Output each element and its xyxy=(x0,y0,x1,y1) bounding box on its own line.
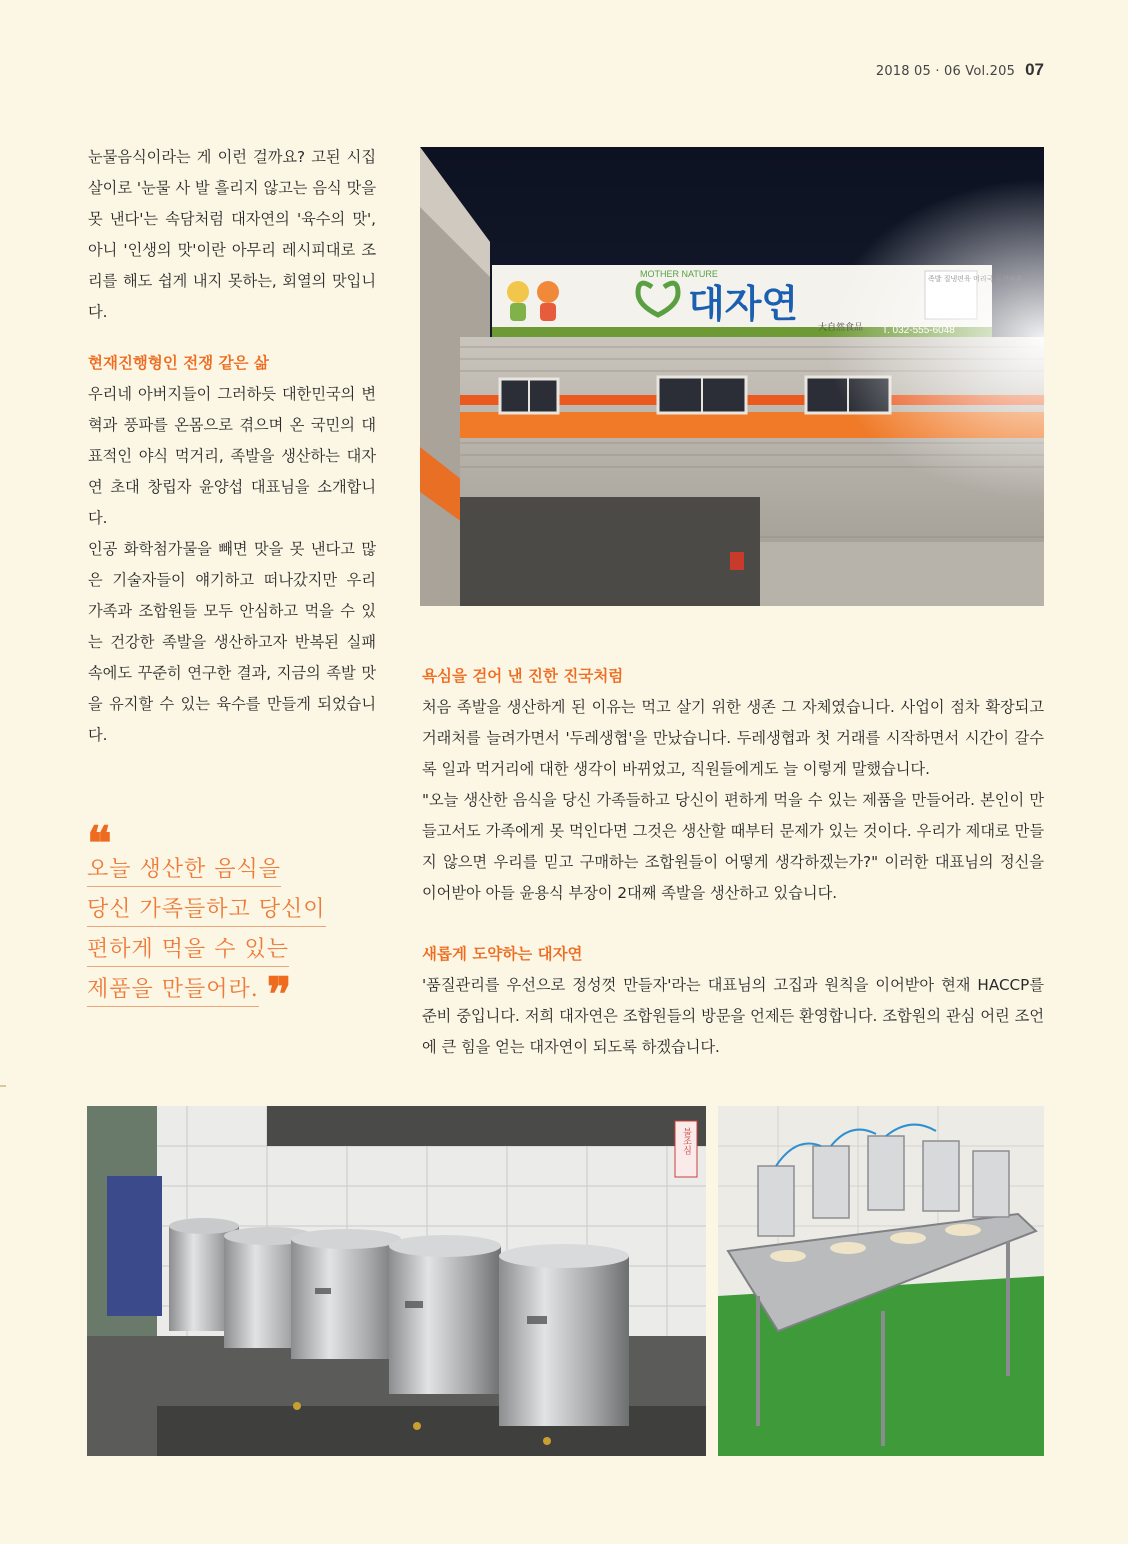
section2-paragraph-2: "오늘 생산한 음식을 당신 가족들하고 당신이 편하게 먹을 수 있는 제품을 만들어라. 본인이 만들고서도 가족에게 못 먹인다면 그것은 생산할 때부터 문제가 있는 것이다. 우리가 제대로 만들지 않으면 우리를 믿고 구매하는 조합원들이 어떻게 생각하겠는가?" 이러한 대표님의 정신을 이어받아 아들 윤용식 부장이 2대째 족발을 생산하고 있습니다. xyxy=(422,791,1044,902)
section2-paragraph-1: 처음 족발을 생산하게 된 이유는 먹고 살기 위한 생존 그 자체였습니다. 사업이 점차 확장되고 거래처를 늘려가면서 '두레생협'을 만났습니다. 두레생협과 첫 거래를 시작하면서 시간이 갈수록 일과 먹거리에 대한 생각이 바뀌었고, 직원들에게도 늘 이렇게 말했습니다. xyxy=(422,698,1044,778)
open-quote-icon: ❝ xyxy=(87,816,112,870)
section-heading-life-like-war: 현재진행형인 전쟁 같은 삶 xyxy=(88,354,269,372)
kitchen-illustration xyxy=(87,1106,706,1456)
pull-quote xyxy=(87,816,387,1021)
fire-caution-sign: 불조심 xyxy=(681,1127,691,1155)
page-edge-mark xyxy=(0,1085,6,1087)
left-column xyxy=(88,142,376,751)
section-heading-new-leap: 새롭게 도약하는 대자연 xyxy=(422,945,583,963)
section3-paragraph-1: '품질관리를 우선으로 정성껏 만들자'라는 대표님의 고집과 원칙을 이어받아 현재 HACCP를 준비 중입니다. 저희 대자연은 조합원들의 방문을 언제든 환영합니다. 조합원의 관심 어린 조언에 큰 힘을 얻는 대자연이 되도록 하겠습니다. xyxy=(422,976,1044,1056)
issue-date: 2018 05 · 06 Vol.205 xyxy=(875,64,1016,79)
factory-building-photo xyxy=(420,147,1044,606)
press-machine-photo xyxy=(718,1106,1044,1456)
quote-line: 편하게 먹을 수 있는 xyxy=(87,936,289,967)
right-column xyxy=(422,661,1044,1063)
close-quote-icon: ❞ xyxy=(266,967,292,1021)
quote-line: 당신 가족들하고 당신이 xyxy=(87,896,326,927)
page-number: 07 xyxy=(1025,60,1044,79)
section1-paragraph-1: 우리네 아버지들이 그러하듯 대한민국의 변혁과 풍파를 온몸으로 겪으며 온 국민의 대표적인 야식 먹거리, 족발을 생산하는 대자연 초대 창립자 윤양섭 대표님을 소개합니다. xyxy=(88,385,376,527)
quote-line: 오늘 생산한 음식을 xyxy=(87,856,281,887)
factory-building-illustration xyxy=(420,147,1044,606)
section1-paragraph-2: 인공 화학첨가물을 빼면 맛을 못 낸다고 많은 기술자들이 얘기하고 떠나갔지만 우리 가족과 조합원들 모두 안심하고 먹을 수 있는 건강한 족발을 생산하고자 반복된 실패 속에도 꾸준히 연구한 결과, 지금의 족발 맛을 유지할 수 있는 육수를 만들게 되었습니다. xyxy=(88,540,376,744)
machine-illustration xyxy=(718,1106,1044,1456)
page-header xyxy=(876,60,1044,80)
quote-line: 제품을 만들어라. xyxy=(87,976,259,1007)
kitchen-stockpots-photo xyxy=(87,1106,706,1456)
intro-paragraph: 눈물음식이라는 게 이런 걸까요? 고된 시집살이로 '눈물 사 발 흘리지 않고는 음식 맛을 못 낸다'는 속담처럼 대자연의 '육수의 맛', 아니 '인생의 맛'이란 아무리 레시피대로 조리를 해도 쉽게 내지 못하는, 회열의 맛입니다. xyxy=(88,148,376,321)
section-heading-rich-broth: 욕심을 걷어 낸 진한 진국처럼 xyxy=(422,667,624,685)
